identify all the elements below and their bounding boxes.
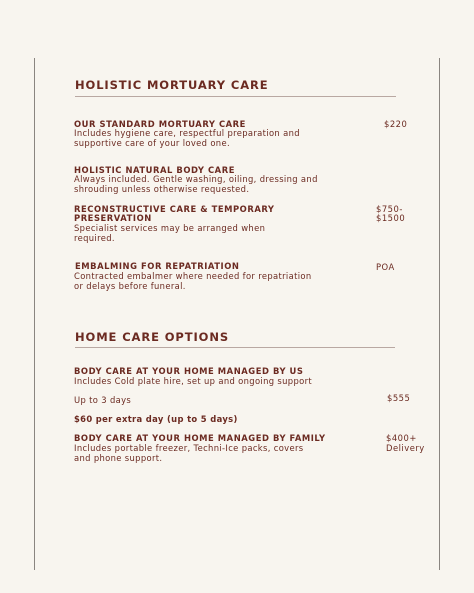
item-description-line: or delays before funeral. <box>74 281 186 291</box>
left-border-line <box>34 58 35 570</box>
item-title: OUR STANDARD MORTUARY CARE <box>74 119 246 129</box>
section-divider <box>75 347 395 348</box>
section-heading-home-care-options: HOME CARE OPTIONS <box>75 330 230 344</box>
option-label: Up to 3 days <box>74 395 132 405</box>
item-price: $1500 <box>376 213 406 223</box>
section-divider <box>75 96 396 97</box>
item-price: Delivery <box>386 443 425 453</box>
item-description-line: Always included. Gentle washing, oiling, dressing and <box>74 174 318 184</box>
item-description-line: Specialist services may be arranged when <box>74 223 266 233</box>
item-description-line: shrouding unless otherwise requested. <box>74 184 250 194</box>
item-description-line: required. <box>74 233 115 243</box>
item-price: $400+ <box>386 433 417 443</box>
extra-day-note: $60 per extra day (up to 5 days) <box>74 414 238 424</box>
item-title: PRESERVATION <box>74 213 152 223</box>
item-description-line: Contracted embalmer where needed for repatriation <box>74 271 312 281</box>
item-price: POA <box>376 262 395 272</box>
item-title: RECONSTRUCTIVE CARE & TEMPORARY <box>74 204 275 214</box>
section-heading-holistic-mortuary-care: HOLISTIC MORTUARY CARE <box>75 78 269 92</box>
item-price: $750- <box>376 204 403 214</box>
right-border-line <box>439 58 440 570</box>
item-price: $220 <box>384 119 408 129</box>
item-title: HOLISTIC NATURAL BODY CARE <box>74 165 235 175</box>
item-title: BODY CARE AT YOUR HOME MANAGED BY US <box>74 366 304 376</box>
item-title: EMBALMING FOR REPATRIATION <box>75 261 240 271</box>
item-description-line: and phone support. <box>74 453 163 463</box>
item-title: BODY CARE AT YOUR HOME MANAGED BY FAMILY <box>74 433 326 443</box>
item-price: $555 <box>387 393 411 403</box>
item-description-line: Includes hygiene care, respectful preparation and <box>74 128 300 138</box>
item-description-line: Includes portable freezer, Techni-Ice packs, covers <box>74 443 304 453</box>
item-description-line: supportive care of your loved one. <box>74 138 230 148</box>
item-description-line: Includes Cold plate hire, set up and ongoing support <box>74 376 313 386</box>
